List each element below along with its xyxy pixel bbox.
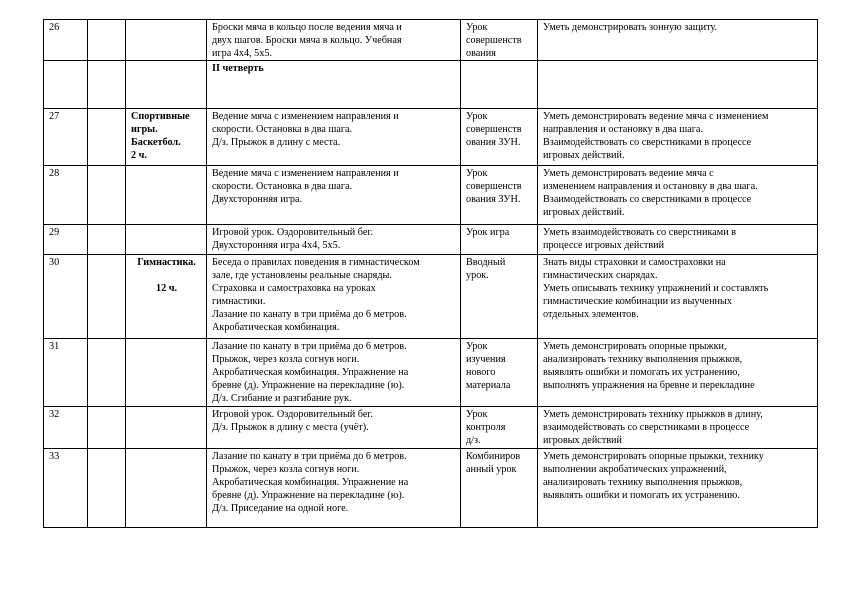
section-line bbox=[131, 269, 202, 282]
table-row bbox=[44, 449, 818, 528]
lesson-number: 33 bbox=[49, 451, 60, 462]
lesson-content-line: зале, где установлены реальные снаряды. bbox=[212, 270, 392, 281]
lesson-content-line: Акробатическая комбинация. Упражнение на bbox=[212, 367, 409, 378]
lesson-content-line: Д/з. Приседание на одной ноге. bbox=[212, 503, 349, 514]
empty-cell bbox=[88, 61, 126, 109]
lesson-content-line: скорости. Остановка в два шага. bbox=[212, 181, 353, 192]
lesson-content-line: Беседа о правилах поведения в гимнастическом bbox=[212, 257, 420, 268]
lesson-number-cell bbox=[44, 109, 88, 166]
requirement-line: анализировать технику выполнения прыжков, bbox=[543, 354, 743, 365]
empty-cell bbox=[88, 449, 126, 528]
lesson-number-cell bbox=[44, 339, 88, 407]
section-line: Гимнастика. bbox=[137, 257, 196, 268]
lesson-content-line: Игровой урок. Оздоровительный бег. bbox=[212, 227, 373, 238]
requirement-line: Уметь взаимодействовать со сверстниками в bbox=[543, 227, 737, 238]
requirement-line: выполнении акробатических упражнений, bbox=[543, 464, 727, 475]
lesson-type-line: Урок bbox=[466, 409, 488, 420]
lesson-content-cell bbox=[207, 449, 461, 528]
lesson-content-line: II четверть bbox=[212, 63, 264, 74]
section-line: Спортивные bbox=[131, 111, 190, 122]
lesson-type-line: нового bbox=[466, 367, 496, 378]
lesson-number-cell bbox=[44, 225, 88, 255]
lesson-type-line: Урок игра bbox=[466, 227, 510, 238]
requirements-cell bbox=[538, 407, 818, 449]
section-cell bbox=[126, 166, 207, 225]
requirement-line: Уметь демонстрировать ведение мяча с изменением bbox=[543, 111, 769, 122]
requirements-cell bbox=[538, 61, 818, 109]
lesson-type-cell bbox=[461, 109, 538, 166]
lesson-type-cell bbox=[461, 225, 538, 255]
lesson-type-line: ования ЗУН. bbox=[466, 137, 521, 148]
lesson-content-line: Лазание по канату в три приёма до 6 метров. bbox=[212, 341, 407, 352]
lesson-type-line: анный урок bbox=[466, 464, 517, 475]
table-row bbox=[44, 225, 818, 255]
section-cell bbox=[126, 449, 207, 528]
lesson-content-line: Акробатическая комбинация. bbox=[212, 322, 340, 333]
lesson-type-line: Урок bbox=[466, 341, 488, 352]
lesson-type-cell bbox=[461, 20, 538, 61]
lesson-number: 26 bbox=[49, 22, 60, 33]
lesson-content-cell bbox=[207, 225, 461, 255]
lesson-plan-table bbox=[43, 19, 818, 528]
lesson-number: 29 bbox=[49, 227, 60, 238]
section-cell bbox=[126, 225, 207, 255]
lesson-number-cell bbox=[44, 166, 88, 225]
lesson-type-line: ования bbox=[466, 48, 496, 59]
lesson-content-line: Двухсторонняя игра. bbox=[212, 194, 303, 205]
requirement-line: гимнастические комбинации из выученных bbox=[543, 296, 732, 307]
empty-cell bbox=[88, 166, 126, 225]
requirement-line: процессе игровых действий bbox=[543, 240, 665, 251]
lesson-number-cell bbox=[44, 407, 88, 449]
lesson-type-line: контроля bbox=[466, 422, 506, 433]
requirement-line: гимнастических снарядах. bbox=[543, 270, 658, 281]
section-cell bbox=[126, 407, 207, 449]
requirements-cell bbox=[538, 225, 818, 255]
lesson-type-line: совершенств bbox=[466, 124, 522, 135]
requirement-line: изменением направления и остановку в два шага. bbox=[543, 181, 758, 192]
requirement-line: Уметь демонстрировать технику прыжков в длину, bbox=[543, 409, 763, 420]
lesson-content-line: Лазание по канату в три приёма до 6 метров. bbox=[212, 451, 407, 462]
requirements-cell bbox=[538, 449, 818, 528]
lesson-number-cell bbox=[44, 255, 88, 339]
lesson-number-cell bbox=[44, 20, 88, 61]
lesson-content-line: Прыжок, через козла согнув ноги. bbox=[212, 354, 360, 365]
lesson-type-cell bbox=[461, 166, 538, 225]
lesson-content-line: двух шагов. Броски мяча в кольцо. Учебная bbox=[212, 35, 402, 46]
lesson-type-line: совершенств bbox=[466, 181, 522, 192]
empty-cell bbox=[88, 109, 126, 166]
lesson-number: 30 bbox=[49, 257, 60, 268]
lesson-plan-body bbox=[44, 20, 818, 528]
lesson-type-line: материала bbox=[466, 380, 511, 391]
empty-cell bbox=[88, 225, 126, 255]
requirement-line: выполнять упражнения на бревне и перекладине bbox=[543, 380, 755, 391]
requirements-cell bbox=[538, 20, 818, 61]
lesson-type-line: Комбиниров bbox=[466, 451, 521, 462]
table-row bbox=[44, 255, 818, 339]
requirements-cell bbox=[538, 339, 818, 407]
requirements-cell bbox=[538, 255, 818, 339]
table-row bbox=[44, 109, 818, 166]
requirement-line: анализировать технику выполнения прыжков, bbox=[543, 477, 743, 488]
lesson-number: 27 bbox=[49, 111, 60, 122]
requirement-line: Уметь демонстрировать ведение мяча с bbox=[543, 168, 714, 179]
lesson-content-line: Д/з. Сгибание и разгибание рук. bbox=[212, 393, 352, 404]
lesson-content-line: Страховка и самостраховка на уроках bbox=[212, 283, 376, 294]
requirements-cell bbox=[538, 166, 818, 225]
section-cell bbox=[126, 61, 207, 109]
lesson-type-cell bbox=[461, 449, 538, 528]
lesson-content-cell bbox=[207, 109, 461, 166]
empty-cell bbox=[88, 339, 126, 407]
lesson-content-line: Броски мяча в кольцо после ведения мяча и bbox=[212, 22, 402, 33]
lesson-content-line: гимнастики. bbox=[212, 296, 266, 307]
lesson-type-line: урок. bbox=[466, 270, 489, 281]
lesson-number: 31 bbox=[49, 341, 60, 352]
lesson-content-line: Лазание по канату в три приёма до 6 метров. bbox=[212, 309, 407, 320]
lesson-type-cell bbox=[461, 407, 538, 449]
lesson-number-cell bbox=[44, 449, 88, 528]
lesson-content-cell bbox=[207, 407, 461, 449]
lesson-content-cell bbox=[207, 20, 461, 61]
requirement-line: Уметь описывать технику упражнений и составлять bbox=[543, 283, 769, 294]
section-line: 2 ч. bbox=[131, 150, 147, 161]
lesson-type-line: д/з. bbox=[466, 435, 481, 446]
section-cell bbox=[126, 255, 207, 339]
requirements-cell bbox=[538, 109, 818, 166]
lesson-content-line: бревне (д). Упражнение на перекладине (ю). bbox=[212, 380, 405, 391]
lesson-content-line: Игровой урок. Оздоровительный бег. bbox=[212, 409, 373, 420]
lesson-content-line: игра 4х4, 5х5. bbox=[212, 48, 272, 59]
table-row bbox=[44, 407, 818, 449]
requirement-line: направления и остановку в два шага. bbox=[543, 124, 703, 135]
lesson-content-line: Д/з. Прыжок в длину с места. bbox=[212, 137, 341, 148]
section-line: 12 ч. bbox=[155, 283, 178, 294]
requirement-line: игровых действий bbox=[543, 435, 622, 446]
requirement-line: выявлять ошибки и помогать их устранению, bbox=[543, 367, 740, 378]
lesson-number: 28 bbox=[49, 168, 60, 179]
lesson-type-line: Урок bbox=[466, 168, 488, 179]
lesson-content-line: Акробатическая комбинация. Упражнение на bbox=[212, 477, 409, 488]
requirement-line: взаимодействовать со сверстниками в процессе bbox=[543, 422, 750, 433]
section-cell bbox=[126, 20, 207, 61]
requirement-line: Взаимодействовать со сверстниками в процессе bbox=[543, 194, 752, 205]
lesson-content-line: Д/з. Прыжок в длину с места (учёт). bbox=[212, 422, 369, 433]
lesson-type-line: Урок bbox=[466, 111, 488, 122]
lesson-content-cell bbox=[207, 61, 461, 109]
lesson-type-line: изучения bbox=[466, 354, 506, 365]
lesson-type-cell bbox=[461, 339, 538, 407]
section-line: игры. bbox=[131, 124, 158, 135]
requirement-line: Уметь демонстрировать опорные прыжки, технику bbox=[543, 451, 764, 462]
lesson-type-line: совершенств bbox=[466, 35, 522, 46]
table-row bbox=[44, 166, 818, 225]
requirement-line: игровых действий. bbox=[543, 207, 625, 218]
requirement-line: Уметь демонстрировать зонную защиту. bbox=[543, 22, 718, 33]
lesson-content-cell bbox=[207, 339, 461, 407]
table-row bbox=[44, 339, 818, 407]
table-row bbox=[44, 61, 818, 109]
section-cell bbox=[126, 339, 207, 407]
requirement-line: Уметь демонстрировать опорные прыжки, bbox=[543, 341, 727, 352]
lesson-type-line: Вводный bbox=[466, 257, 506, 268]
table-row bbox=[44, 20, 818, 61]
lesson-content-cell bbox=[207, 255, 461, 339]
lesson-content-line: бревне (д). Упражнение на перекладине (ю). bbox=[212, 490, 405, 501]
section-line: Баскетбол. bbox=[131, 137, 181, 148]
lesson-content-cell bbox=[207, 166, 461, 225]
requirement-line: выявлять ошибки и помогать их устранению. bbox=[543, 490, 740, 501]
lesson-type-cell bbox=[461, 255, 538, 339]
lesson-content-line: Ведение мяча с изменением направления и bbox=[212, 111, 399, 122]
lesson-type-line: ования ЗУН. bbox=[466, 194, 521, 205]
lesson-number-cell bbox=[44, 61, 88, 109]
requirement-line: Взаимодействовать со сверстниками в процессе bbox=[543, 137, 752, 148]
empty-cell bbox=[88, 20, 126, 61]
lesson-content-line: Двухсторонняя игра 4х4, 5х5. bbox=[212, 240, 341, 251]
requirement-line: игровых действий. bbox=[543, 150, 625, 161]
section-cell bbox=[126, 109, 207, 166]
empty-cell bbox=[88, 407, 126, 449]
lesson-type-line: Урок bbox=[466, 22, 488, 33]
lesson-type-cell bbox=[461, 61, 538, 109]
lesson-content-line: скорости. Остановка в два шага. bbox=[212, 124, 353, 135]
lesson-number: 32 bbox=[49, 409, 60, 420]
lesson-content-line: Ведение мяча с изменением направления и bbox=[212, 168, 399, 179]
lesson-content-line: Прыжок, через козла согнув ноги. bbox=[212, 464, 360, 475]
requirement-line: отдельных элементов. bbox=[543, 309, 639, 320]
empty-cell bbox=[88, 255, 126, 339]
requirement-line: Знать виды страховки и самостраховки на bbox=[543, 257, 726, 268]
